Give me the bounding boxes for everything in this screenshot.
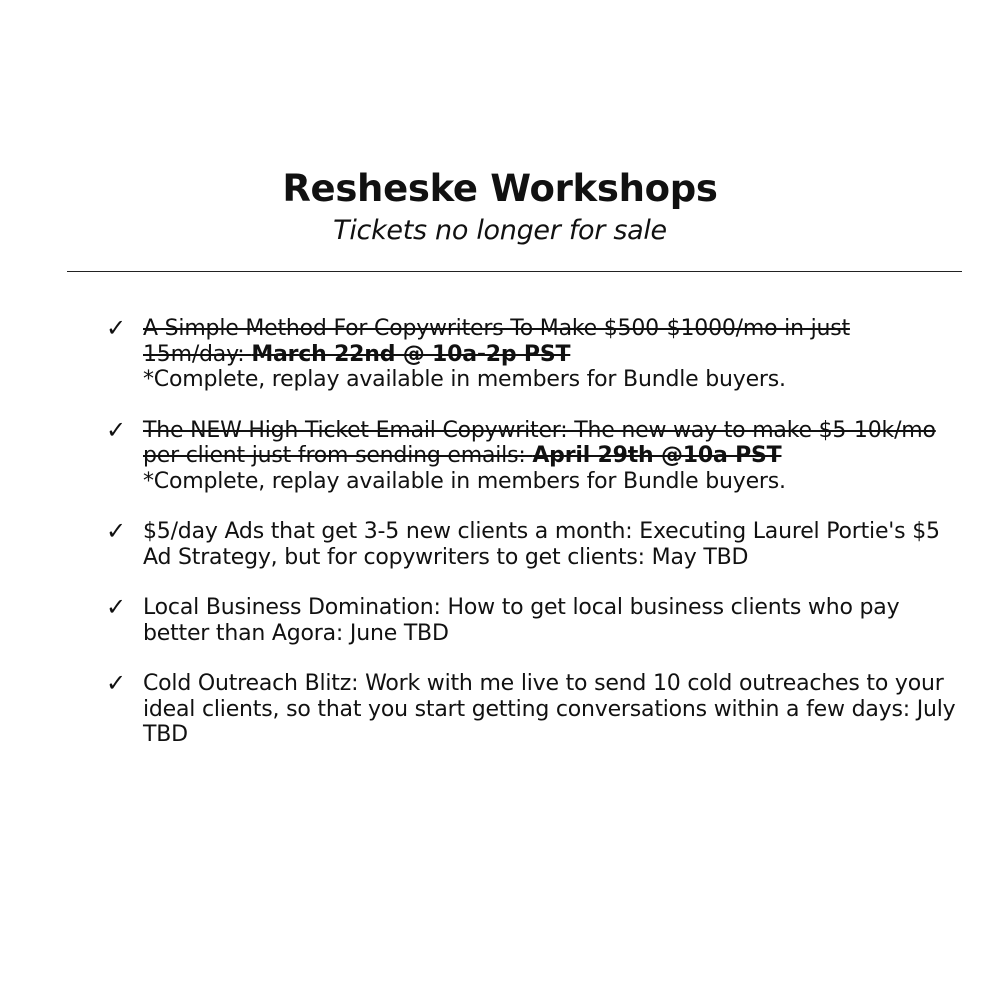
page-subtitle: Tickets no longer for sale <box>333 215 667 246</box>
workshop-description: Local Business Domination: How to get local business clients who pay better than Agora: June TBD <box>143 595 900 646</box>
workshop-note: *Complete, replay available in members for Bundle buyers. <box>143 367 786 392</box>
check-icon: ✓ <box>106 593 126 621</box>
header-divider <box>67 271 962 272</box>
check-icon: ✓ <box>106 314 126 342</box>
workshop-item-4 <box>106 595 956 646</box>
workshop-description: $5/day Ads that get 3-5 new clients a month: Executing Laurel Portie's $5 Ad Strategy, but for copywriters to get clients: May TBD <box>143 519 940 570</box>
workshop-title-struck <box>143 418 936 469</box>
workshop-date: March 22nd @ 10a-2p PST <box>251 341 571 367</box>
workshop-list <box>106 316 956 773</box>
workshop-description: The NEW High Ticket Email Copywriter: The new way to make $5-10k/mo per client just from sending emails: <box>143 417 936 468</box>
workshop-title-struck <box>143 316 850 367</box>
workshop-item-5 <box>106 671 956 748</box>
workshop-description: A Simple Method For Copywriters To Make $500-$1000/mo in just 15m/day: <box>143 316 850 367</box>
workshop-note: *Complete, replay available in members for Bundle buyers. <box>143 468 786 494</box>
check-icon: ✓ <box>106 415 126 444</box>
workshop-date: April 29th @10a PST <box>532 443 782 468</box>
check-icon: ✓ <box>106 517 126 545</box>
workshop-item-3 <box>106 519 956 570</box>
workshop-description: Cold Outreach Blitz: Work with me live to send 10 cold outreaches to your ideal clients, so that you start getting conversations within a few days: July TBD <box>143 671 956 747</box>
page-title: Resheske Workshops <box>282 167 718 210</box>
workshop-item-2 <box>106 415 956 495</box>
check-icon: ✓ <box>106 669 126 697</box>
page-header <box>0 166 1000 248</box>
workshop-item-1 <box>106 316 956 393</box>
